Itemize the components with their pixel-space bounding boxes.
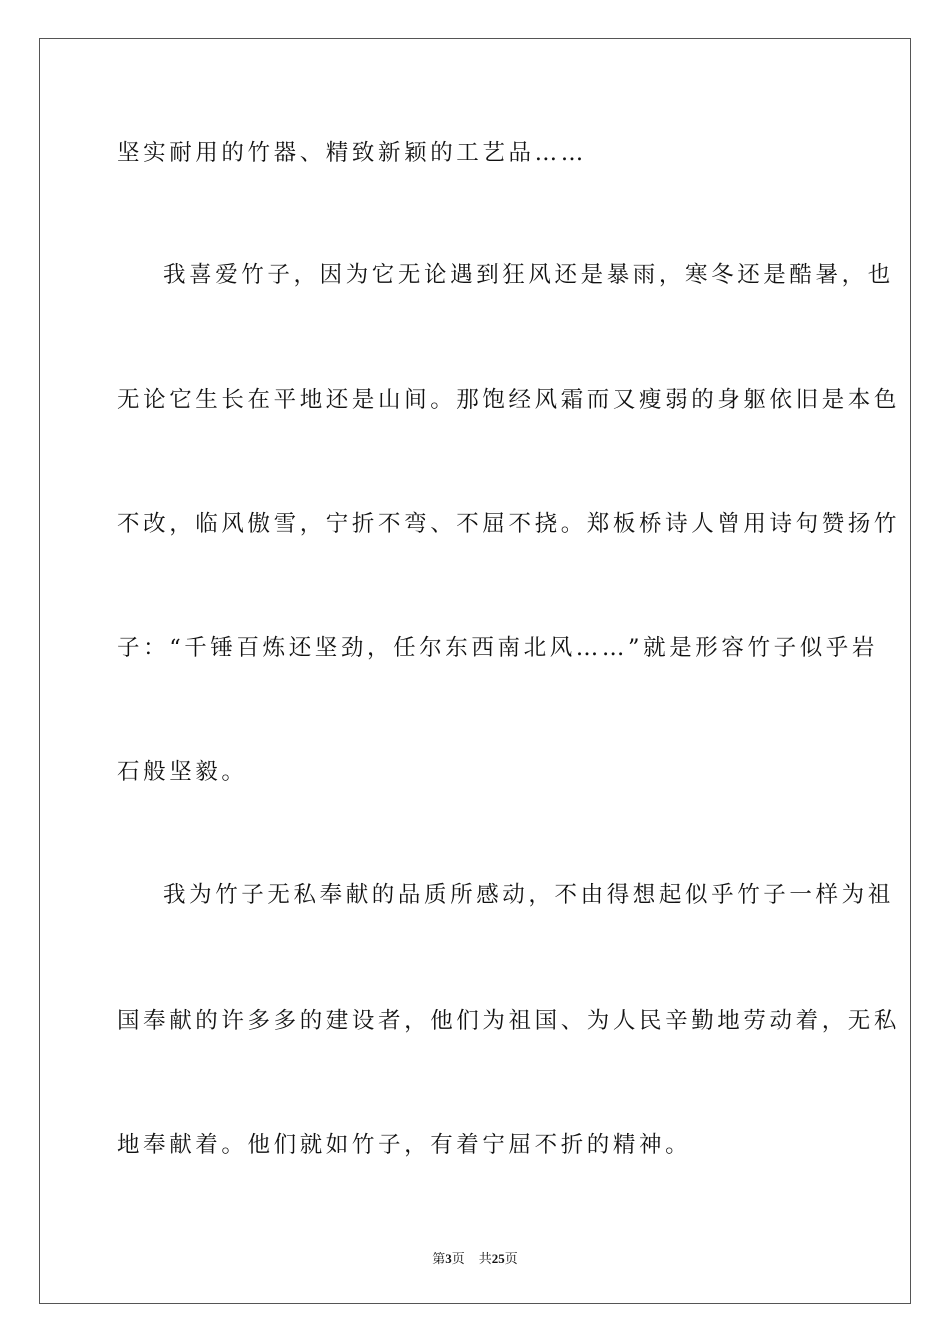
total-pages: 25 [491,1251,505,1266]
paragraph-2-line-3: 地奉献着。他们就如竹子，有着宁屈不折的精神。 [117,1132,692,1158]
page-number: 3 [445,1251,452,1266]
page-suffix: 页 [451,1251,465,1266]
total-prefix: 共 [478,1251,492,1266]
text-line-1: 坚实耐用的竹器、精致新颖的工艺品…… [117,140,587,166]
paragraph-1-line-3: 不改，临风傲雪，宁折不弯、不屈不挠。郑板桥诗人曾用诗句赞扬竹 [117,511,901,537]
paragraph-1-line-2: 无论它生长在平地还是山间。那饱经风霜而又瘦弱的身躯依旧是本色 [117,387,901,413]
page-prefix: 第 [432,1251,446,1266]
paragraph-1-line-5: 石般坚毅。 [117,759,248,785]
paragraph-2-line-2: 国奉献的许多多的建设者，他们为祖国、为人民辛勤地劳动着，无私 [117,1008,901,1034]
paragraph-2-line-1: 我为竹子无私奉献的品质所感动，不由得想起似乎竹子一样为祖 [163,882,894,908]
paragraph-1-line-4: 子：“千锤百炼还坚劲，任尔东西南北风……”就是形容竹子似乎岩 [117,635,879,661]
page-footer [0,1248,950,1267]
paragraph-1-line-1: 我喜爱竹子，因为它无论遇到狂风还是暴雨，寒冬还是酷暑，也 [163,262,894,288]
page-border [39,38,911,1304]
total-suffix: 页 [504,1251,518,1266]
